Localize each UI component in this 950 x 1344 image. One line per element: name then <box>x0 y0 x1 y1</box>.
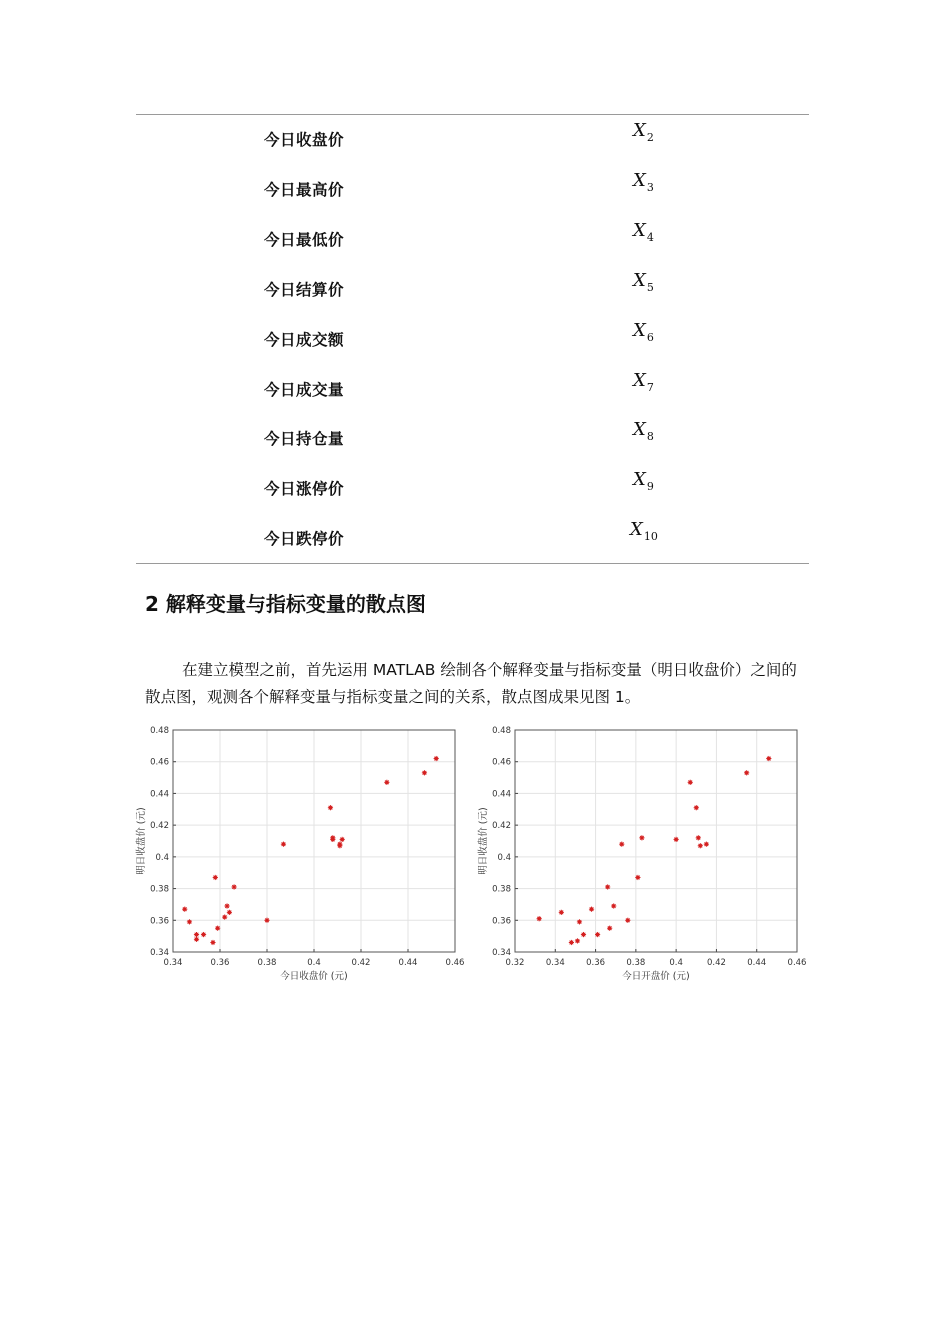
y-tick-label: 0.46 <box>492 757 511 768</box>
data-point <box>569 940 574 945</box>
variable-symbol <box>633 370 654 394</box>
variable-name: 今日结算价 <box>264 281 345 299</box>
y-tick-label: 0.36 <box>150 916 169 927</box>
scatter-plot-open <box>475 718 810 983</box>
y-tick-label: 0.44 <box>150 789 169 800</box>
symbol-letter: X <box>633 170 646 191</box>
scatter-plot-close <box>133 718 468 983</box>
paragraph-text: 在建立模型之前，首先运用 MATLAB 绘制各个解释变量与指标变量（明日收盘价）之间的散点图，观测各个解释变量与指标变量之间的关系，散点图成果见图 1。 <box>145 661 797 706</box>
symbol-letter: X <box>633 120 646 141</box>
data-point <box>559 910 564 915</box>
y-tick-label: 0.46 <box>150 757 169 768</box>
symbol-letter: X <box>633 320 646 341</box>
y-tick-label: 0.44 <box>492 789 511 800</box>
data-point <box>611 903 616 908</box>
data-point <box>227 910 232 915</box>
section-paragraph <box>145 657 810 711</box>
variable-name: 今日持仓量 <box>264 430 345 448</box>
data-point <box>595 932 600 937</box>
data-point <box>210 940 215 945</box>
data-point <box>577 919 582 924</box>
y-axis-label: 明日收盘价 (元) <box>136 807 147 875</box>
variable-name: 今日涨停价 <box>264 480 345 498</box>
y-tick-label: 0.48 <box>150 726 169 736</box>
data-point <box>537 916 542 921</box>
table-row <box>136 419 809 453</box>
data-point <box>605 884 610 889</box>
y-axis-label: 明日收盘价 (元) <box>478 807 489 875</box>
x-tick-label: 0.46 <box>445 958 465 968</box>
y-tick-label: 0.38 <box>492 884 511 895</box>
symbol-subscript: 5 <box>646 281 654 294</box>
y-tick-label: 0.34 <box>150 948 169 958</box>
x-tick-label: 0.36 <box>586 958 606 968</box>
data-point <box>194 932 199 937</box>
data-point <box>187 919 192 924</box>
variable-name: 今日最低价 <box>264 231 345 249</box>
data-point <box>625 918 630 923</box>
x-tick-label: 0.36 <box>210 958 230 968</box>
data-point <box>607 926 612 931</box>
variable-name: 今日成交额 <box>264 331 345 349</box>
data-point <box>696 835 701 840</box>
data-point <box>694 805 699 810</box>
x-tick-label: 0.32 <box>505 958 525 968</box>
table-top-rule <box>136 114 809 115</box>
data-point <box>704 842 709 847</box>
variable-symbol <box>633 419 654 443</box>
symbol-letter: X <box>633 220 646 241</box>
x-axis-label: 今日收盘价 (元) <box>280 971 348 982</box>
variable-symbol <box>633 120 654 144</box>
variable-symbol <box>630 519 658 543</box>
data-point <box>201 932 206 937</box>
y-tick-label: 0.48 <box>492 726 511 736</box>
symbol-subscript: 4 <box>646 231 654 244</box>
data-point <box>215 926 220 931</box>
data-point <box>575 938 580 943</box>
x-tick-label: 0.42 <box>351 958 371 968</box>
table-row <box>136 170 809 204</box>
table-row <box>136 469 809 503</box>
data-point <box>639 835 644 840</box>
symbol-subscript: 10 <box>643 530 658 543</box>
data-point <box>581 932 586 937</box>
variable-symbol <box>633 270 654 294</box>
data-point <box>698 843 703 848</box>
symbol-subscript: 3 <box>646 181 654 194</box>
x-tick-label: 0.38 <box>257 958 277 968</box>
symbol-subscript: 2 <box>646 131 654 144</box>
data-point <box>422 770 427 775</box>
table-row <box>136 320 809 354</box>
x-tick-label: 0.4 <box>669 958 683 968</box>
x-tick-label: 0.38 <box>626 958 646 968</box>
x-tick-label: 0.4 <box>307 958 321 968</box>
y-tick-label: 0.36 <box>492 916 511 927</box>
data-point <box>222 915 227 920</box>
symbol-subscript: 6 <box>646 331 654 344</box>
x-tick-label: 0.34 <box>163 958 183 968</box>
variable-symbol <box>633 469 654 493</box>
data-point <box>224 903 229 908</box>
x-tick-label: 0.46 <box>787 958 807 968</box>
data-point <box>674 837 679 842</box>
x-tick-label: 0.44 <box>398 958 418 968</box>
table-row <box>136 120 809 154</box>
x-axis-label: 今日开盘价 (元) <box>622 971 690 982</box>
table-row <box>136 370 809 404</box>
data-point <box>384 780 389 785</box>
table-row <box>136 519 809 553</box>
variable-symbol <box>633 170 654 194</box>
variable-name: 今日跌停价 <box>264 530 345 548</box>
variable-symbol <box>633 220 654 244</box>
data-point <box>635 875 640 880</box>
variable-name: 今日收盘价 <box>264 131 345 149</box>
symbol-letter: X <box>633 370 646 391</box>
y-tick-label: 0.38 <box>150 884 169 895</box>
data-point <box>194 937 199 942</box>
symbol-letter: X <box>633 419 646 440</box>
symbol-subscript: 8 <box>646 430 654 443</box>
table-row <box>136 270 809 304</box>
y-tick-label: 0.4 <box>155 852 169 863</box>
variable-symbol <box>633 320 654 344</box>
plot-area <box>515 730 797 952</box>
data-point <box>264 918 269 923</box>
symbol-letter: X <box>630 519 643 540</box>
y-tick-label: 0.42 <box>492 821 511 832</box>
variable-name: 今日成交量 <box>264 381 345 399</box>
data-point <box>688 780 693 785</box>
y-tick-label: 0.4 <box>497 852 511 863</box>
y-tick-label: 0.42 <box>150 821 169 832</box>
data-point <box>619 842 624 847</box>
table-row <box>136 220 809 254</box>
section-heading: 2 解释变量与指标变量的散点图 <box>145 592 426 616</box>
data-point <box>213 875 218 880</box>
symbol-subscript: 7 <box>646 381 654 394</box>
table-bottom-rule <box>136 563 809 564</box>
symbol-subscript: 9 <box>646 480 654 493</box>
data-point <box>182 907 187 912</box>
x-tick-label: 0.44 <box>747 958 767 968</box>
y-tick-label: 0.34 <box>492 948 511 958</box>
data-point <box>744 770 749 775</box>
x-tick-label: 0.34 <box>545 958 565 968</box>
symbol-letter: X <box>633 469 646 490</box>
x-tick-label: 0.42 <box>706 958 726 968</box>
variable-name: 今日最高价 <box>264 181 345 199</box>
symbol-letter: X <box>633 270 646 291</box>
